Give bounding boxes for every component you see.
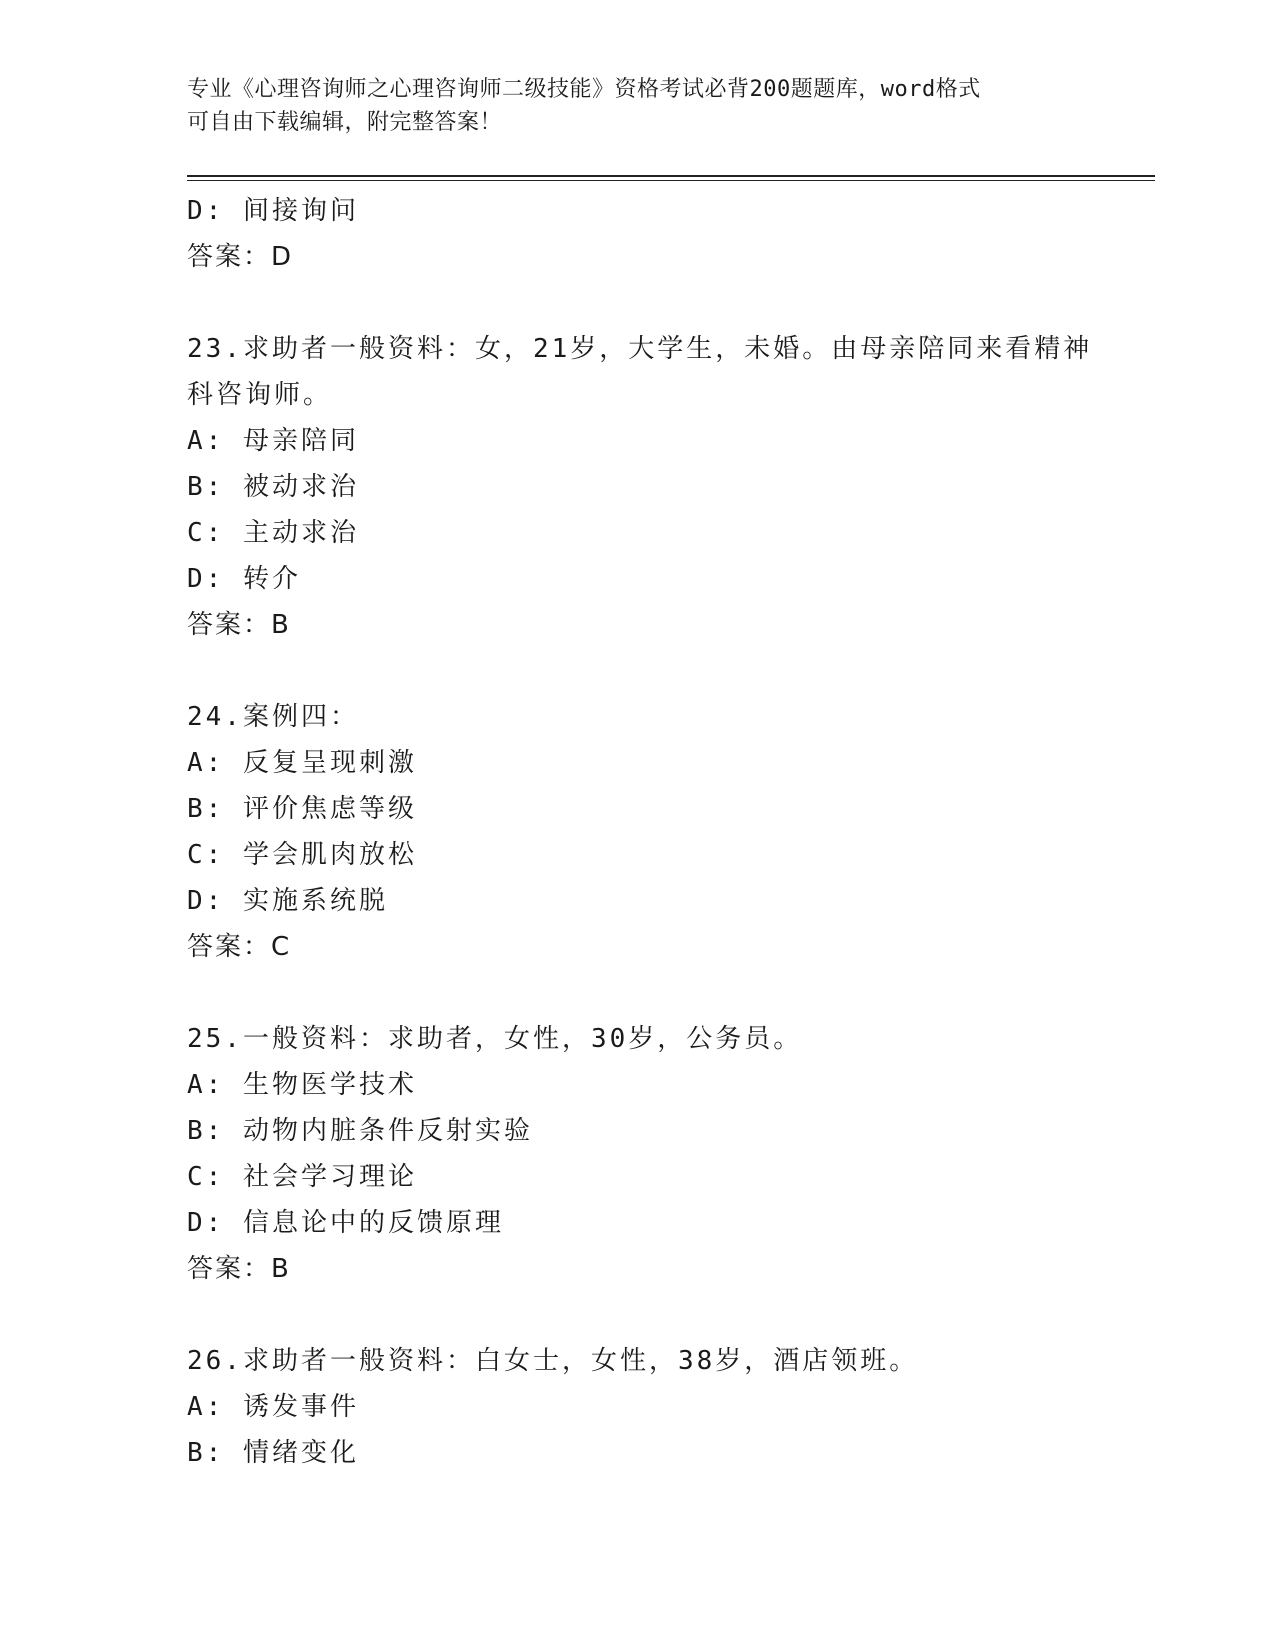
- option-d: D: 信息论中的反馈原理: [187, 1208, 504, 1238]
- answer-label: 答案：B: [187, 1254, 291, 1284]
- option-a: A: 反复呈现刺激: [187, 748, 417, 778]
- question-25: [187, 1016, 1147, 1292]
- question-24: [187, 694, 1147, 970]
- answer-label: 答案：C: [187, 932, 292, 962]
- question-22-tail: [187, 188, 1147, 280]
- option-a: A: 生物医学技术: [187, 1070, 417, 1100]
- question-stem: 25.一般资料：求助者，女性，30岁，公务员。: [187, 1024, 803, 1054]
- option-d: D: 实施系统脱: [187, 886, 388, 916]
- spacer: [187, 280, 1147, 326]
- option-b: B: 评价焦虑等级: [187, 794, 417, 824]
- answer-label: 答案：D: [187, 242, 294, 272]
- header-divider: [187, 175, 1155, 181]
- option-d: D: 转介: [187, 564, 301, 594]
- question-stem: 23.求助者一般资料：女，21岁，大学生，未婚。由母亲陪同来看精神: [187, 334, 1093, 364]
- option-a: A: 母亲陪同: [187, 426, 359, 456]
- question-stem: 24.案例四：: [187, 702, 359, 732]
- answer-label: 答案：B: [187, 610, 291, 640]
- spacer: [187, 970, 1147, 1016]
- question-list: [187, 188, 1147, 1476]
- header-line-2: 可自由下载编辑，附完整答案！: [187, 110, 503, 135]
- option-b: B: 情绪变化: [187, 1438, 359, 1468]
- spacer: [187, 648, 1147, 694]
- option-c: C: 社会学习理论: [187, 1162, 417, 1192]
- option-a: A: 诱发事件: [187, 1392, 359, 1422]
- option-b: B: 动物内脏条件反射实验: [187, 1116, 533, 1146]
- document-header: [187, 73, 1067, 139]
- option-c: C: 学会肌肉放松: [187, 840, 417, 870]
- question-stem: 26.求助者一般资料：白女士，女性，38岁，酒店领班。: [187, 1346, 919, 1376]
- question-23: [187, 326, 1147, 648]
- question-stem-continued: 科咨询师。: [187, 380, 333, 410]
- spacer: [187, 1292, 1147, 1338]
- option-c: C: 主动求治: [187, 518, 359, 548]
- question-26: [187, 1338, 1147, 1476]
- option-b: B: 被动求治: [187, 472, 359, 502]
- header-line-1: 专业《心理咨询师之心理咨询师二级技能》资格考试必背200题题库，word格式: [187, 77, 981, 102]
- option-d: D: 间接询问: [187, 196, 359, 226]
